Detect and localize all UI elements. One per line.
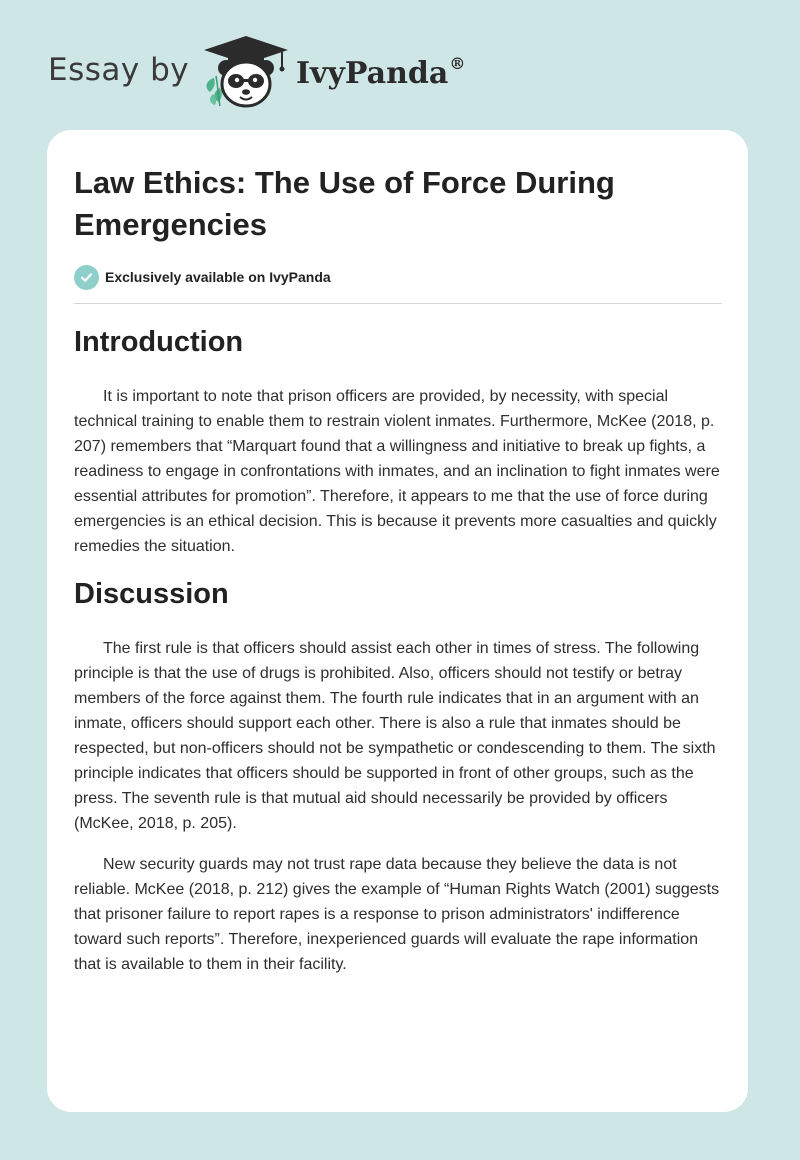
section-heading-discussion: Discussion	[74, 578, 229, 610]
site-header	[0, 0, 800, 130]
registered-mark: ®	[449, 54, 466, 73]
article-title: Law Ethics: The Use of Force During Emergencies	[74, 165, 615, 242]
brand-name: IvyPanda	[296, 56, 449, 91]
exclusive-badge	[74, 264, 331, 290]
section-heading-introduction: Introduction	[74, 326, 244, 358]
brand-logo-text[interactable]	[296, 56, 465, 91]
paragraph: The first rule is that officers should assist each other in times of stress. The following principle is that the use of drugs is prohibited. Also, officers should not testify or betray members of the force against them. The fourth rule indicates that in an argument with an inmate, officers should support each other. There is also a rule that inmates should be respected, but non-officers should not be sympathetic or condescending to them. The sixth principle indicates that officers should be supported in front of other groups, such as the press. The seventh rule is that mutual aid should necessarily be provided by officers (McKee, 2018, p. 205).	[74, 640, 716, 832]
paragraph: New security guards may not trust rape data because they believe the data is not reliable. McKee (2018, p. 212) gives the example of “Human Rights Watch (2001) suggests that prisoner failure to report rapes is a response to prison administrators' indifference toward such reports”. Therefore, inexperienced guards will evaluate the rape information that is available to them in their facility.	[74, 856, 720, 973]
essay-by-label: Essay by	[48, 52, 190, 88]
checkmark-circle-icon	[74, 265, 99, 290]
badge-label: Exclusively available on IvyPanda	[105, 269, 331, 285]
article-card	[47, 130, 748, 1112]
panda-graduate-icon[interactable]	[200, 34, 292, 110]
paragraph: It is important to note that prison officers are provided, by necessity, with special technical training to enable them to restrain violent inmates. Furthermore, McKee (2018, p. 207) remembers that “Marquart found that a willingness and initiative to break up fights, a readiness to engage in confrontations with inmates, and an inclination to fight inmates were essential attributes for promotion”. Therefore, it appears to me that the use of force during emergencies is an ethical decision. This is because it prevents more casualties and quickly remedies the situation.	[74, 388, 720, 555]
title-divider	[74, 303, 722, 304]
